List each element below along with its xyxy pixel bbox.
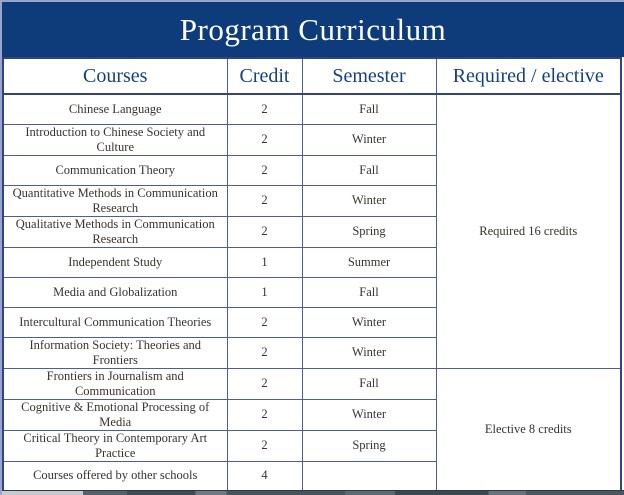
course-cell: Qualitative Methods in Communication Research [3, 216, 227, 247]
semester-cell: Fall [302, 155, 436, 185]
header-required-elective: Required / elective [436, 58, 621, 94]
course-cell: Media and Globalization [3, 277, 227, 307]
credit-cell: 1 [227, 277, 302, 307]
course-cell: Cognitive & Emotional Processing of Media [3, 399, 227, 430]
course-cell: Frontiers in Journalism and Communication [3, 368, 227, 399]
credit-cell: 2 [227, 399, 302, 430]
semester-cell: Winter [302, 124, 436, 155]
credit-cell: 2 [227, 94, 302, 124]
table-row [3, 94, 621, 124]
credit-cell: 2 [227, 430, 302, 461]
elective-group-cell: Elective 8 credits [436, 368, 621, 491]
course-cell: Chinese Language [3, 94, 227, 124]
header-courses: Courses [3, 58, 227, 94]
credit-cell: 2 [227, 307, 302, 337]
credit-cell: 2 [227, 155, 302, 185]
semester-cell: Winter [302, 337, 436, 368]
semester-cell: Winter [302, 307, 436, 337]
course-cell: Courses offered by other schools [3, 461, 227, 491]
semester-cell: Spring [302, 216, 436, 247]
semester-cell: Winter [302, 185, 436, 216]
credit-cell: 2 [227, 368, 302, 399]
course-cell: Information Society: Theories and Frontiers [3, 337, 227, 368]
credit-cell: 2 [227, 124, 302, 155]
curriculum-table-wrapper [2, 57, 624, 490]
header-row [3, 58, 621, 94]
course-cell: Intercultural Communication Theories [3, 307, 227, 337]
course-cell: Critical Theory in Contemporary Art Practice [3, 430, 227, 461]
semester-cell: Fall [302, 368, 436, 399]
credit-cell: 1 [227, 247, 302, 277]
semester-cell: Summer [302, 247, 436, 277]
title-banner [2, 2, 624, 57]
credit-cell: 2 [227, 337, 302, 368]
semester-cell: Fall [302, 277, 436, 307]
curriculum-table [2, 57, 622, 492]
background-photo-edge [2, 490, 624, 495]
credit-cell: 4 [227, 461, 302, 491]
credit-cell: 2 [227, 185, 302, 216]
header-credit: Credit [227, 58, 302, 94]
semester-cell [302, 461, 436, 491]
page-title: Program Curriculum [179, 11, 447, 47]
credit-cell: 2 [227, 216, 302, 247]
semester-cell: Winter [302, 399, 436, 430]
header-semester: Semester [302, 58, 436, 94]
semester-cell: Spring [302, 430, 436, 461]
required-group-cell: Required 16 credits [436, 94, 621, 368]
semester-cell: Fall [302, 94, 436, 124]
course-cell: Introduction to Chinese Society and Culture [3, 124, 227, 155]
course-cell: Communication Theory [3, 155, 227, 185]
table-row [3, 368, 621, 399]
course-cell: Quantitative Methods in Communication Research [3, 185, 227, 216]
course-cell: Independent Study [3, 247, 227, 277]
